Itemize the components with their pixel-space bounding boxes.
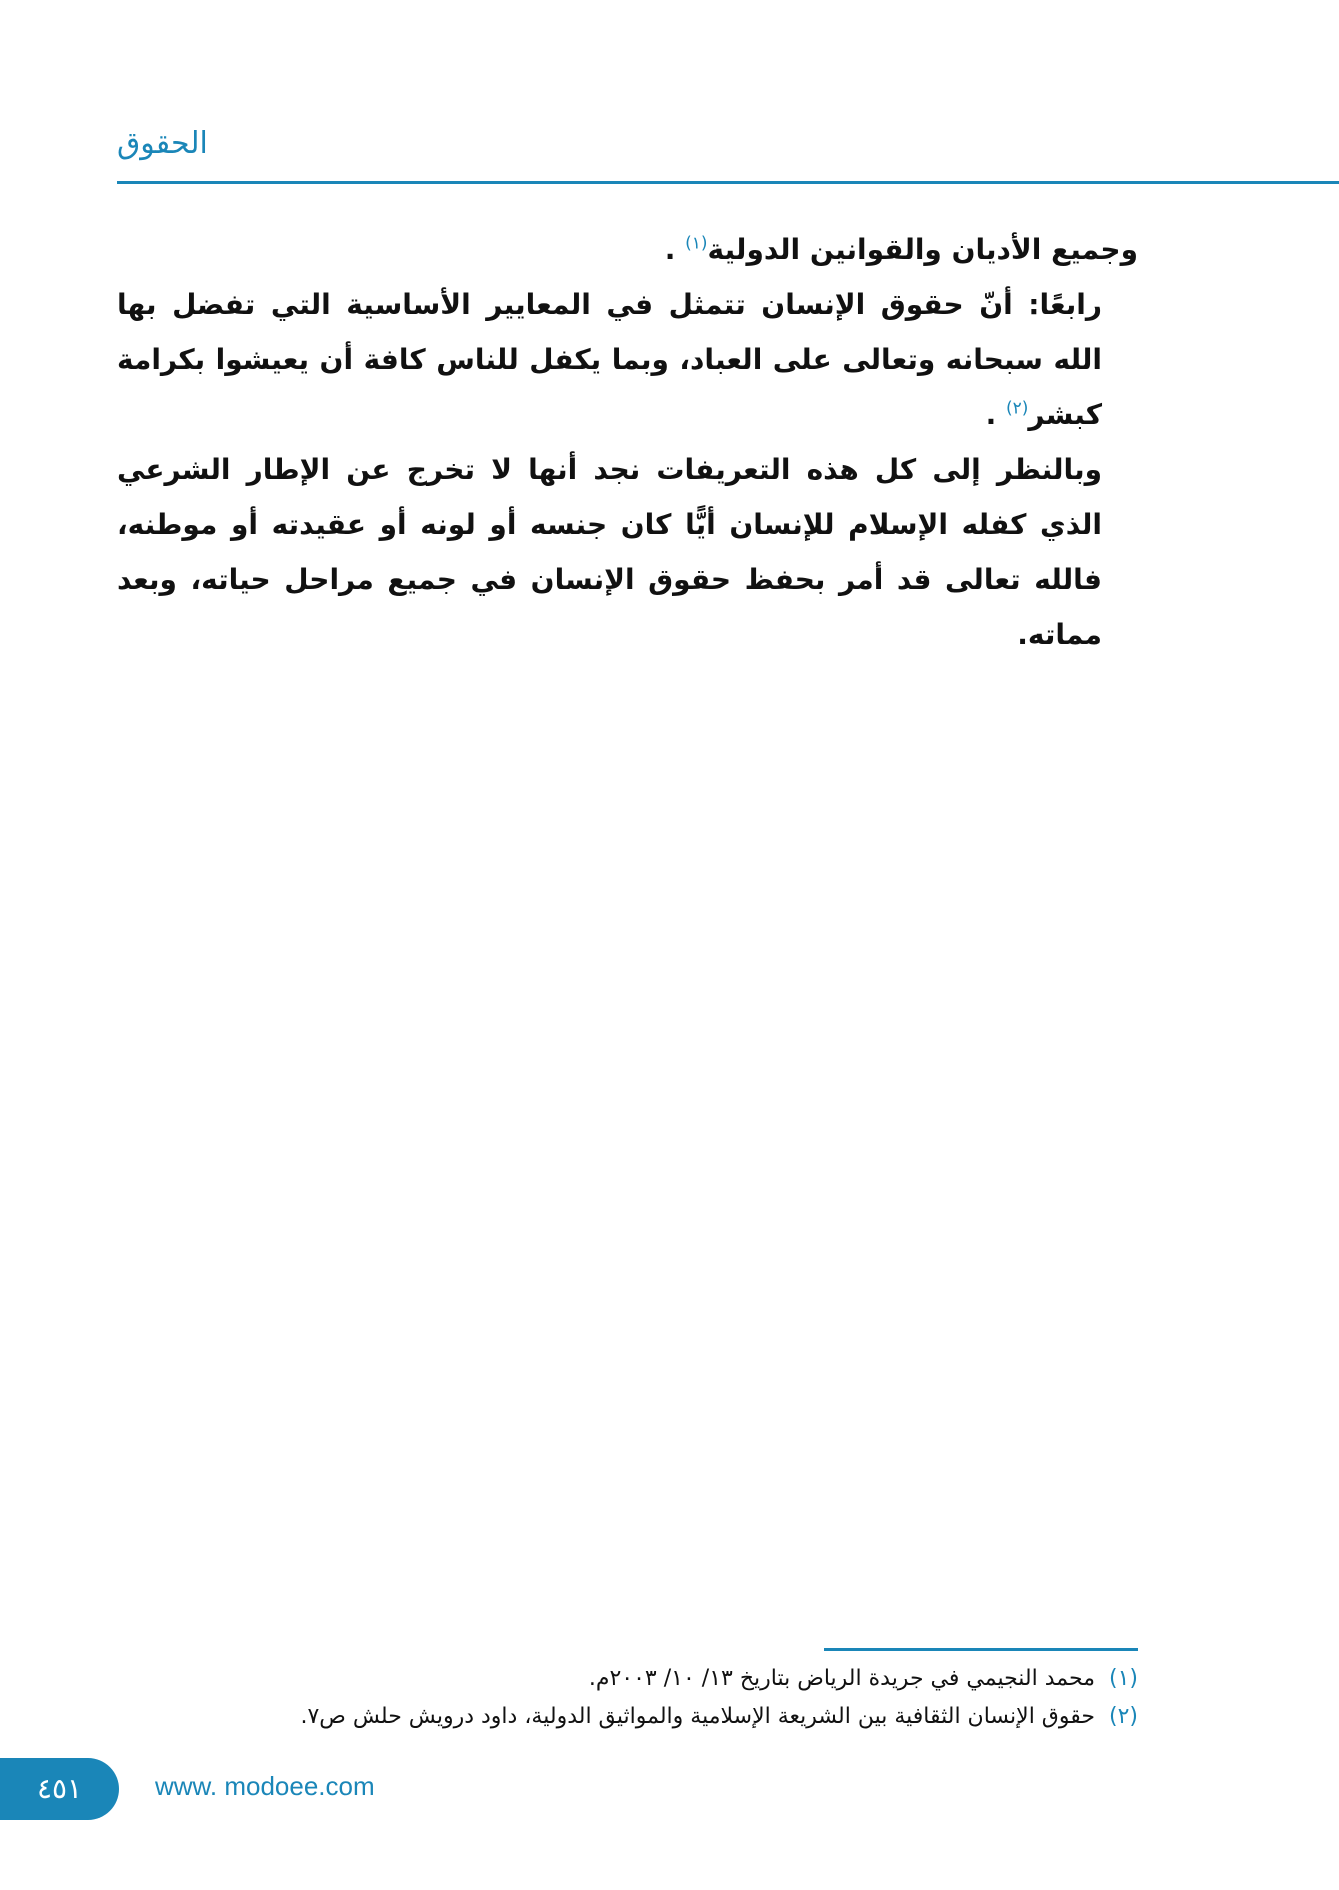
website-link[interactable]: www. modoee.com bbox=[155, 1771, 375, 1801]
footnotes bbox=[117, 1660, 1138, 1736]
page-number-badge: ٤٥١ bbox=[0, 1758, 119, 1820]
footnote-ref-1[interactable]: (١) bbox=[685, 233, 708, 254]
paragraph-3-text: وبالنظر إلى كل هذه التعريفات نجد أنها لا تخرج عن الإطار الشرعي الذي كفله الإسلام للإنسان أيًّا كان جنسه أو لونه أو عقيدته أو موطنه، فالله تعالى قد أمر بحفظ حقوق الإنسان في جميع مراحل حياته، وبعد مماته. bbox=[117, 453, 1102, 651]
paragraph-2-text: رابعًا: أنّ حقوق الإنسان تتمثل في المعايير الأساسية التي تفضل بها الله سبحانه وتعالى على العباد، وبما يكفل للناس كافة أن يعيشوا بكرامة كبشر bbox=[117, 288, 1102, 431]
footnote-ref-2[interactable]: (٢) bbox=[1005, 398, 1029, 419]
paragraph-1-end: . bbox=[664, 233, 676, 266]
footnote-2 bbox=[117, 1698, 1138, 1736]
footnote-2-text: حقوق الإنسان الثقافية بين الشريعة الإسلامية والمواثيق الدولية، داود درويش حلش ص٧. bbox=[300, 1704, 1095, 1729]
paragraph-3 bbox=[117, 442, 1138, 662]
footnote-1-text: محمد النجيمي في جريدة الرياض بتاريخ ١٣/ ١٠/ ٢٠٠٣م. bbox=[588, 1666, 1095, 1691]
footnote-2-number: (٢) bbox=[1108, 1704, 1138, 1729]
footnote-divider bbox=[824, 1648, 1138, 1651]
header-title: الحقوق bbox=[117, 126, 208, 161]
paragraph-2-end: . bbox=[985, 398, 997, 431]
footnote-1 bbox=[117, 1660, 1138, 1698]
footnote-1-number: (١) bbox=[1108, 1666, 1138, 1691]
paragraph-2 bbox=[117, 277, 1138, 442]
body-text bbox=[117, 222, 1138, 662]
paragraph-1 bbox=[117, 222, 1138, 277]
paragraph-1-text: وجميع الأديان والقوانين الدولية bbox=[707, 233, 1138, 266]
header-divider bbox=[117, 181, 1339, 184]
